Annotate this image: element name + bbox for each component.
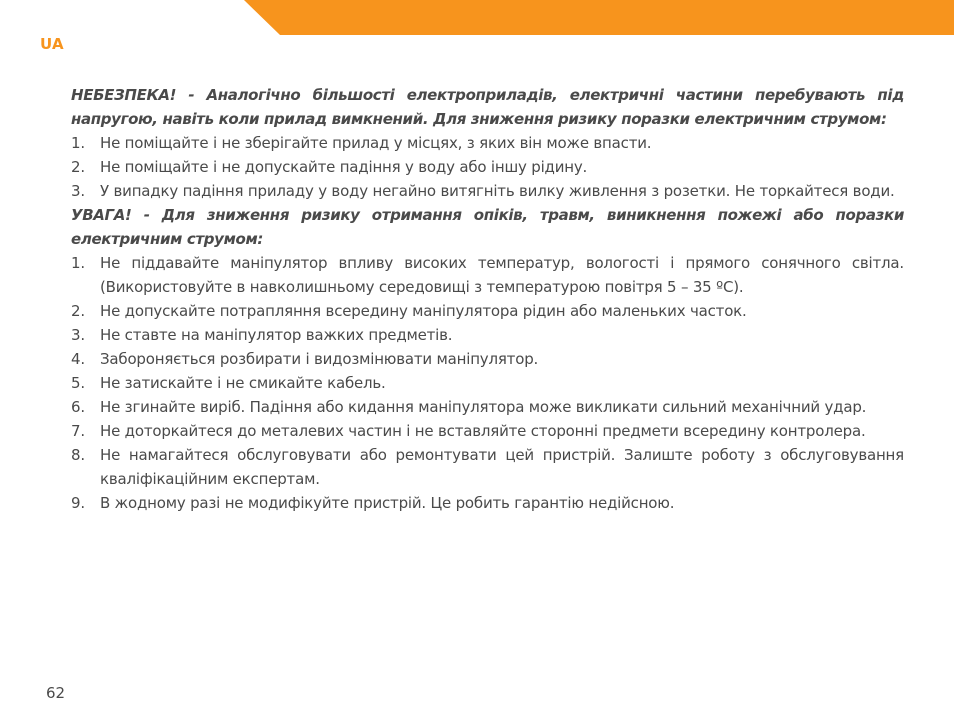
item-text: Забороняється розбирати і видозмінювати маніпулятор. (100, 350, 539, 368)
list-item (71, 179, 904, 203)
item-text: Не піддавайте маніпулятор впливу високих температур, вологості і прямого сонячного світла. (Використовуйте в навколишньому середовищі з температурою повітря 5 – 35 ºC). (100, 254, 904, 296)
item-number: 3. (71, 326, 85, 344)
item-number: 9. (71, 494, 85, 512)
item-number: 7. (71, 422, 85, 440)
item-text: Не затискайте і не смикайте кабель. (100, 374, 386, 392)
item-number: 6. (71, 398, 85, 416)
danger-list (71, 131, 904, 203)
item-text: Не доторкайтеся до металевих частин і не вставляйте сторонні предмети всередину контролера. (100, 422, 866, 440)
item-number: 1. (71, 134, 85, 152)
item-text: Не ставте на маніпулятор важких предметів. (100, 326, 453, 344)
list-item (71, 155, 904, 179)
item-text: Не намагайтеся обслуговувати або ремонтувати цей пристрій. Залиште роботу з обслуговування кваліфікаційним експертам. (100, 446, 904, 488)
list-item (71, 251, 904, 299)
item-number: 1. (71, 254, 85, 272)
item-text: В жодному разі не модифікуйте пристрій. Це робить гарантію недійсною. (100, 494, 675, 512)
item-number: 5. (71, 374, 85, 392)
item-text: Не поміщайте і не зберігайте прилад у місцях, з яких він може впасти. (100, 134, 652, 152)
list-item (71, 371, 904, 395)
language-label: UA (40, 35, 64, 53)
item-number: 2. (71, 158, 85, 176)
item-number: 8. (71, 446, 85, 464)
item-number: 2. (71, 302, 85, 320)
list-item (71, 443, 904, 491)
list-item (71, 419, 904, 443)
list-item (71, 491, 904, 515)
list-item (71, 395, 904, 419)
list-item (71, 347, 904, 371)
header-accent-band (244, 0, 954, 35)
page-number: 62 (46, 684, 66, 702)
item-text: Не згинайте виріб. Падіння або кидання маніпулятора може викликати сильний механічний удар. (100, 398, 867, 416)
caution-list (71, 251, 904, 515)
list-item (71, 323, 904, 347)
item-text: У випадку падіння приладу у воду негайно витягніть вилку живлення з розетки. Не торкайтеся води. (100, 182, 895, 200)
list-item (71, 299, 904, 323)
item-text: Не поміщайте і не допускайте падіння у воду або іншу рідину. (100, 158, 588, 176)
item-text: Не допускайте потрапляння всередину маніпулятора рідин або маленьких часток. (100, 302, 747, 320)
safety-instructions (71, 83, 904, 515)
item-number: 4. (71, 350, 85, 368)
caution-warning: УВАГА! - Для зниження ризику отримання опіків, травм, виникнення пожежі або поразки електричним струмом: (71, 206, 904, 248)
list-item (71, 131, 904, 155)
item-number: 3. (71, 182, 85, 200)
danger-warning: НЕБЕЗПЕКА! - Аналогічно більшості електроприладів, електричні частини перебувають під напругою, навіть коли прилад вимкнений. Для зниження ризику поразки електричним струмом: (71, 86, 904, 128)
